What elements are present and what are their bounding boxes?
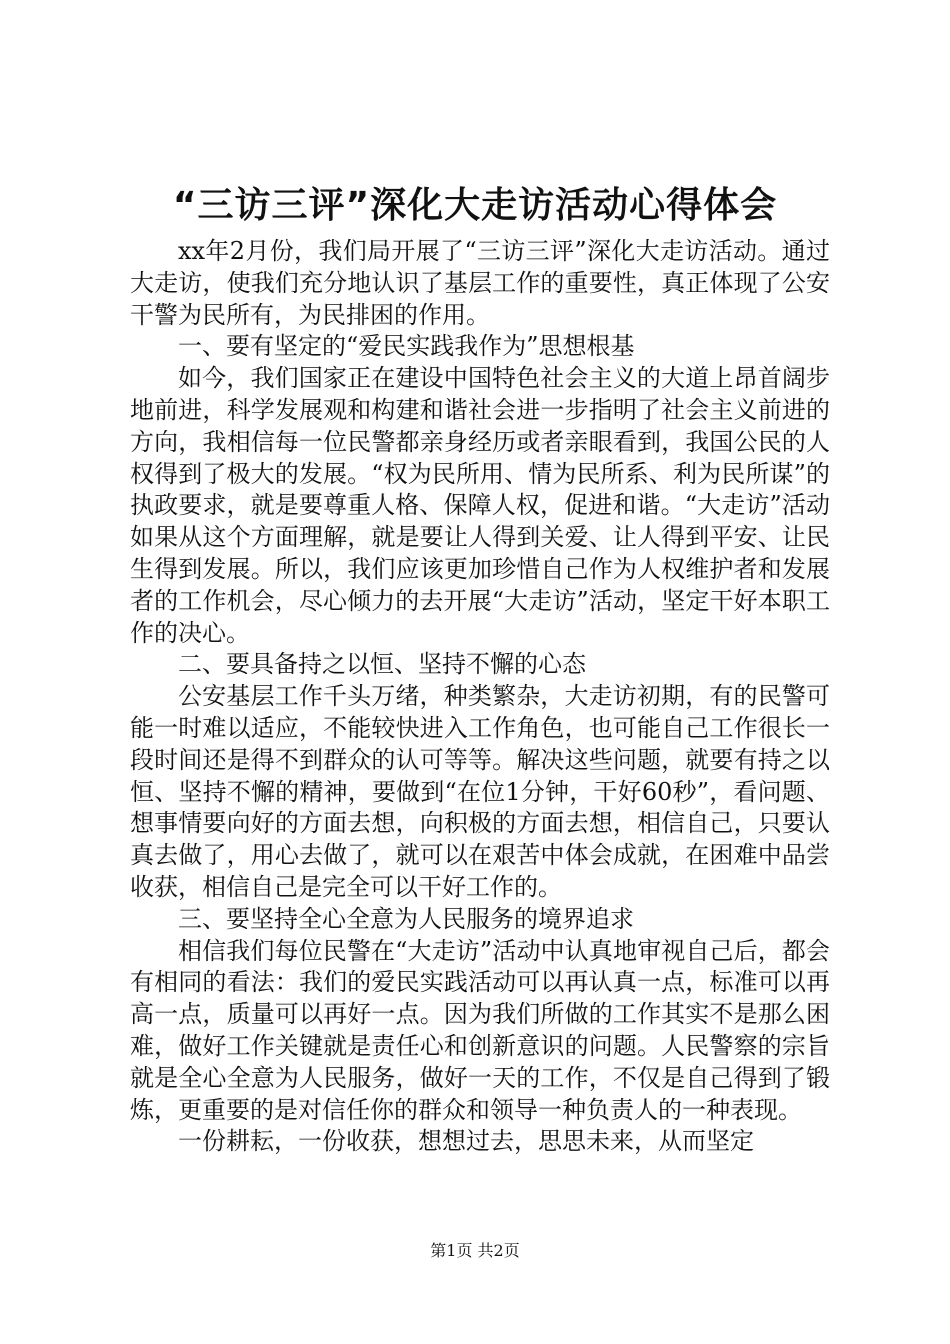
- paragraph-section-3: 相信我们每位民警在“大走访”活动中认真地审视自己后，都会有相同的看法：我们的爱民实践活动可以再认真一点，标准可以再高一点，质量可以再好一点。因为我们所做的工作其实不是那么困难，做好工作关键就是责任心和创新意识的问题。人民警察的宗旨就是全心全意为人民服务，做好一天的工作，不仅是自己得到了锻炼，更重要的是对信任你的群众和领导一种负责人的一种表现。: [130, 936, 830, 1124]
- section-heading-1: 一、要有坚定的“爱民实践我作为”思想根基: [178, 332, 635, 361]
- document-title: “三访三评”深化大走访活动心得体会: [172, 185, 778, 226]
- section-heading-3: 三、要坚持全心全意为人民服务的境界追求: [178, 904, 634, 933]
- section-heading-2: 二、要具备持之以恒、坚持不懈的心态: [178, 650, 586, 679]
- paragraph-section-1: 如今，我们国家正在建设中国特色社会主义的大道上昂首阔步地前进，科学发展观和构建和谐社会进一步指明了社会主义前进的方向，我相信每一位民警都亲身经历或者亲眼看到，我国公民的人权得到了极大的发展。“权为民所用、情为民所系、利为民所谋”的执政要求，就是要尊重人格、保障人权，促进和谐。“大走访”活动如果从这个方面理解，就是要让人得到关爱、让人得到平安、让民生得到发展。所以，我们应该更加珍惜自己作为人权维护者和发展者的工作机会，尽心倾力的去开展“大走访”活动，坚定干好本职工作的决心。: [130, 364, 830, 647]
- paragraph-section-2: 公安基层工作千头万绪，种类繁杂，大走访初期，有的民警可能一时难以适应，不能较快进入工作角色，也可能自己工作很长一段时间还是得不到群众的认可等等。解决这些问题，就要有持之以恒、坚持不懈的精神，要做到“在位1分钟，干好60秒”，看问题、想事情要向好的方面去想，向积极的方面去想，相信自己，只要认真去做了，用心去做了，就可以在艰苦中体会成就，在困难中品尝收获，相信自己是完全可以干好工作的。: [130, 682, 830, 901]
- paragraph-closing: 一份耕耘，一份收获，想想过去，思思未来，从而坚定: [178, 1127, 754, 1156]
- paragraph-intro: xx年2月份，我们局开展了“三访三评”深化大走访活动。通过大走访，使我们充分地认识了基层工作的重要性，真正体现了公安干警为民所有，为民排困的作用。: [130, 237, 830, 329]
- page-footer: 第1页 共2页: [430, 1241, 520, 1260]
- document-body: [130, 236, 830, 1158]
